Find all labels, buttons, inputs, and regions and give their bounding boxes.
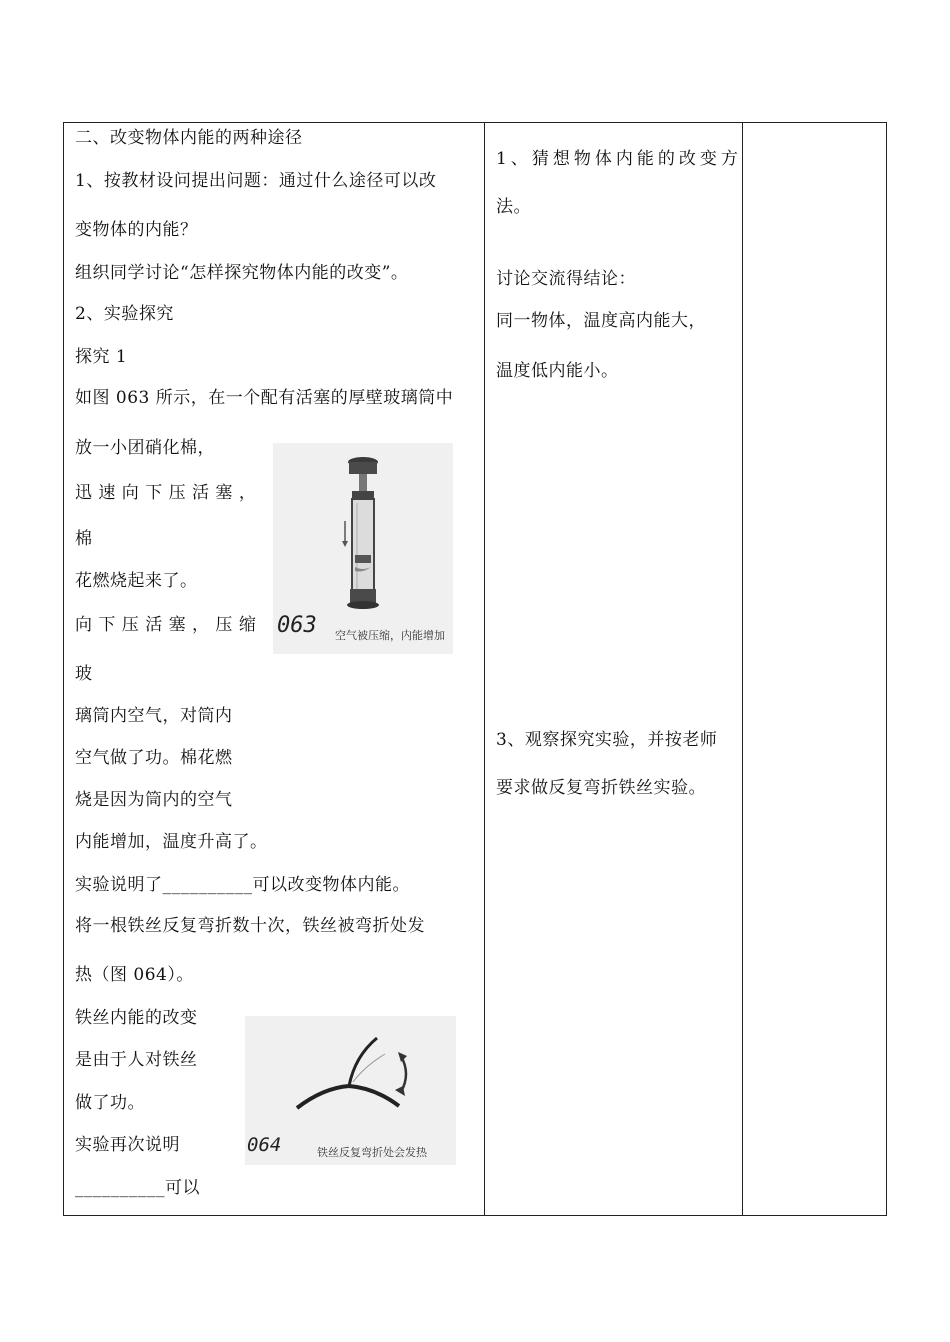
- paragraph-line: 是由于人对铁丝: [75, 1050, 198, 1070]
- column-divider-1: [484, 123, 485, 1215]
- student-activity-line: 讨论交流得结论：: [496, 269, 636, 289]
- paragraph-line: 放一小团硝化棉，: [75, 438, 215, 458]
- paragraph-line: 璃筒内空气，对筒内: [75, 706, 233, 726]
- fill-in-blank-line: __________可以: [75, 1178, 200, 1198]
- paragraph-line: 将一根铁丝反复弯折数十次，铁丝被弯折处发: [75, 916, 425, 936]
- paragraph-line: 1、按教材设问提出问题：通过什么途径可以改: [75, 171, 437, 191]
- figure-caption: 铁丝反复弯折处会发热: [317, 1146, 427, 1159]
- student-activity-line: 3、观察探究实验，并按老师: [496, 730, 718, 750]
- figure-caption: 空气被压缩，内能增加: [335, 629, 445, 642]
- paragraph-line: 2、实验探究: [75, 304, 174, 324]
- figure-number: 063: [277, 613, 317, 638]
- paragraph-line: 做了功。: [75, 1093, 145, 1113]
- fill-in-blank-line: 实验说明了__________可以改变物体内能。: [75, 875, 410, 895]
- paragraph-line: 空气做了功。棉花燃: [75, 748, 233, 768]
- figure-number: 064: [247, 1134, 282, 1156]
- paragraph-line: 向 下 压 活 塞 ， 压 缩: [75, 615, 257, 635]
- paragraph-line: 变物体的内能？: [75, 220, 198, 240]
- student-activity-line: 1、猜想物体内能的改变方: [496, 149, 742, 169]
- paragraph-line: 玻: [75, 664, 93, 684]
- paragraph-line: 迅 速 向 下 压 活 塞 ，: [75, 483, 257, 503]
- student-activity-line: 法。: [496, 197, 531, 217]
- paragraph-line: 铁丝内能的改变: [75, 1008, 198, 1028]
- paragraph-line: 棉: [75, 529, 93, 549]
- student-activity-line: 温度低内能小。: [496, 361, 619, 381]
- section-heading: 二、改变物体内能的两种途径: [75, 128, 303, 148]
- paragraph-line: 实验再次说明: [75, 1135, 180, 1155]
- paragraph-line: 内能增加，温度升高了。: [75, 832, 268, 852]
- figure-064-bent-wire: [245, 1016, 456, 1165]
- column-divider-2: [742, 123, 743, 1215]
- paragraph-line: 花燃烧起来了。: [75, 571, 198, 591]
- paragraph-line: 组织同学讨论“怎样探究物体内能的改变”。: [75, 263, 409, 283]
- paragraph-line: 探究 1: [75, 347, 128, 367]
- figure-063-piston-tube: [273, 443, 453, 654]
- paragraph-line: 烧是因为筒内的空气: [75, 790, 233, 810]
- paragraph-line: 热（图 064）。: [75, 965, 194, 985]
- student-activity-line: 同一物体，温度高内能大，: [496, 311, 706, 331]
- paragraph-line: 如图 063 所示，在一个配有活塞的厚壁玻璃筒中: [75, 388, 454, 408]
- student-activity-line: 要求做反复弯折铁丝实验。: [496, 778, 706, 798]
